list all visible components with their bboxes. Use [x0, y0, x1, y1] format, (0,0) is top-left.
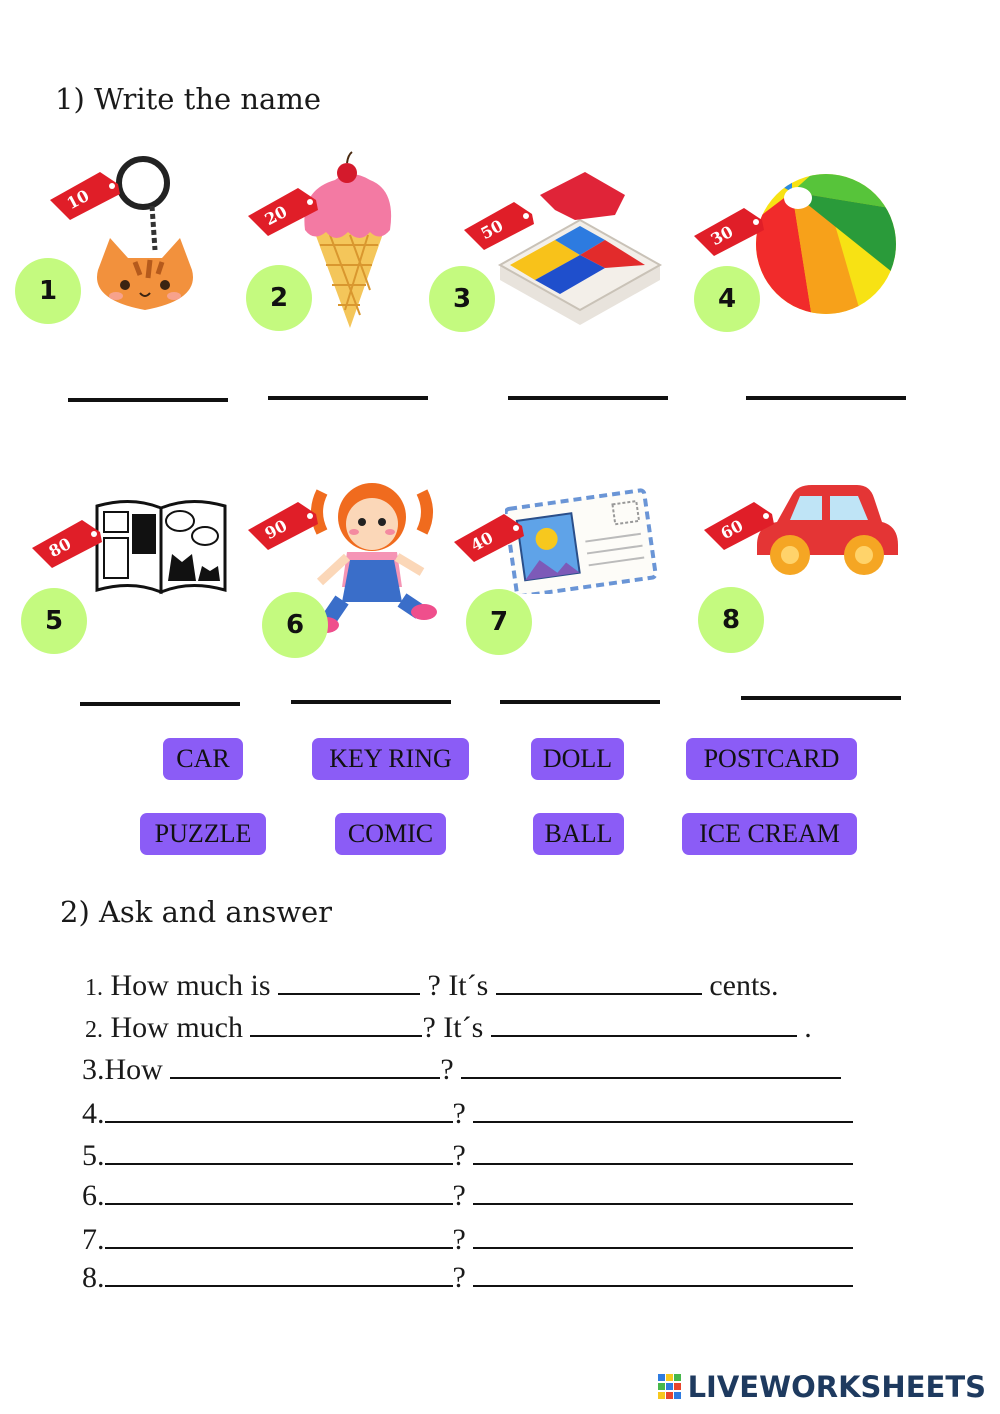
price-tag-1	[48, 170, 128, 222]
question-end: cents.	[709, 969, 779, 1002]
svg-text:10: 10	[63, 185, 93, 214]
question-mid: ? It´s	[422, 1011, 484, 1044]
comic-icon	[92, 496, 230, 596]
section-1-title: 1) Write the name	[55, 82, 321, 116]
price-tag-5	[30, 518, 110, 570]
blank-input[interactable]	[473, 1179, 853, 1205]
question-mark: ?	[452, 1139, 466, 1172]
question-mark: ?	[452, 1261, 466, 1294]
section-2-title: 2) Ask and answer	[60, 895, 333, 929]
question-mark: ?	[452, 1097, 466, 1130]
blank-input[interactable]	[250, 1011, 422, 1037]
question-5	[82, 1138, 853, 1174]
blank-input[interactable]	[473, 1139, 853, 1165]
word-chip-puzzle[interactable]: PUZZLE	[140, 813, 266, 855]
answer-line-8[interactable]	[741, 696, 901, 700]
answer-line-7[interactable]	[500, 700, 660, 704]
question-number: 6.	[82, 1179, 105, 1212]
question-number: 8.	[82, 1261, 105, 1294]
price-tag-7	[452, 512, 532, 564]
price-tag-8	[702, 500, 782, 552]
answer-line-6[interactable]	[291, 700, 451, 704]
answer-line-2[interactable]	[268, 396, 428, 400]
question-mark: ?	[452, 1223, 466, 1256]
blank-input[interactable]	[491, 1011, 797, 1037]
blank-input[interactable]	[105, 1261, 453, 1287]
blank-input[interactable]	[105, 1097, 453, 1123]
ball-icon	[752, 170, 900, 318]
blank-input[interactable]	[278, 969, 420, 995]
blank-input[interactable]	[473, 1261, 853, 1287]
word-chip-ball[interactable]: BALL	[533, 813, 624, 855]
answer-line-4[interactable]	[746, 396, 906, 400]
item-number-6: 6	[262, 592, 328, 658]
item-number-3: 3	[429, 266, 495, 332]
svg-text:80: 80	[45, 533, 75, 562]
question-mark: ?	[452, 1179, 466, 1212]
answer-line-1[interactable]	[68, 398, 228, 402]
word-chip-doll[interactable]: DOLL	[531, 738, 624, 780]
question-mid: ? It´s	[427, 969, 489, 1002]
answer-line-5[interactable]	[80, 702, 240, 706]
question-8	[82, 1260, 853, 1296]
question-1	[85, 968, 778, 1006]
item-number-4: 4	[694, 266, 760, 332]
price-tag-3	[462, 200, 542, 252]
svg-text:90: 90	[261, 515, 291, 544]
question-number: 1.	[85, 975, 103, 1001]
blank-input[interactable]	[461, 1053, 841, 1079]
blank-input[interactable]	[170, 1053, 440, 1079]
blank-input[interactable]	[105, 1179, 453, 1205]
word-chip-ice-cream[interactable]: ICE CREAM	[682, 813, 857, 855]
blank-input[interactable]	[473, 1223, 853, 1249]
price-tag-6	[246, 500, 326, 552]
blank-input[interactable]	[105, 1223, 453, 1249]
question-end: .	[804, 1011, 812, 1044]
question-mark: ?	[440, 1053, 454, 1086]
liveworksheets-logo-text: LIVEWORKSHEETS	[687, 1370, 986, 1404]
item-number-8: 8	[698, 587, 764, 653]
word-chip-car[interactable]: CAR	[163, 738, 243, 780]
word-chip-comic[interactable]: COMIC	[335, 813, 446, 855]
item-number-1: 1	[15, 258, 81, 324]
question-number: 7.	[82, 1223, 105, 1256]
svg-text:50: 50	[477, 215, 507, 244]
price-tag-4	[692, 206, 772, 258]
question-3	[82, 1052, 841, 1088]
question-number: 4.	[82, 1097, 105, 1130]
question-text: How much	[110, 1011, 243, 1044]
question-number: 3.	[82, 1053, 105, 1086]
question-7	[82, 1222, 853, 1258]
blank-input[interactable]	[105, 1139, 453, 1165]
word-chip-key-ring[interactable]: KEY RING	[312, 738, 469, 780]
svg-text:20: 20	[261, 201, 291, 230]
svg-text:60: 60	[717, 515, 747, 544]
liveworksheets-logo[interactable]	[658, 1370, 986, 1404]
item-number-2: 2	[246, 265, 312, 331]
liveworksheets-logo-icon	[658, 1374, 682, 1400]
question-text: How much is	[110, 969, 271, 1002]
question-text: How	[104, 1053, 163, 1086]
item-number-7: 7	[466, 589, 532, 655]
blank-input[interactable]	[496, 969, 702, 995]
question-6	[82, 1178, 853, 1214]
word-chip-postcard[interactable]: POSTCARD	[686, 738, 857, 780]
answer-line-3[interactable]	[508, 396, 668, 400]
price-tag-2	[246, 186, 326, 238]
question-4	[82, 1096, 853, 1132]
blank-input[interactable]	[473, 1097, 853, 1123]
svg-text:30: 30	[707, 221, 737, 250]
question-number: 2.	[85, 1017, 103, 1043]
question-number: 5.	[82, 1139, 105, 1172]
svg-text:40: 40	[467, 527, 497, 556]
question-2	[85, 1010, 812, 1048]
item-number-5: 5	[21, 588, 87, 654]
